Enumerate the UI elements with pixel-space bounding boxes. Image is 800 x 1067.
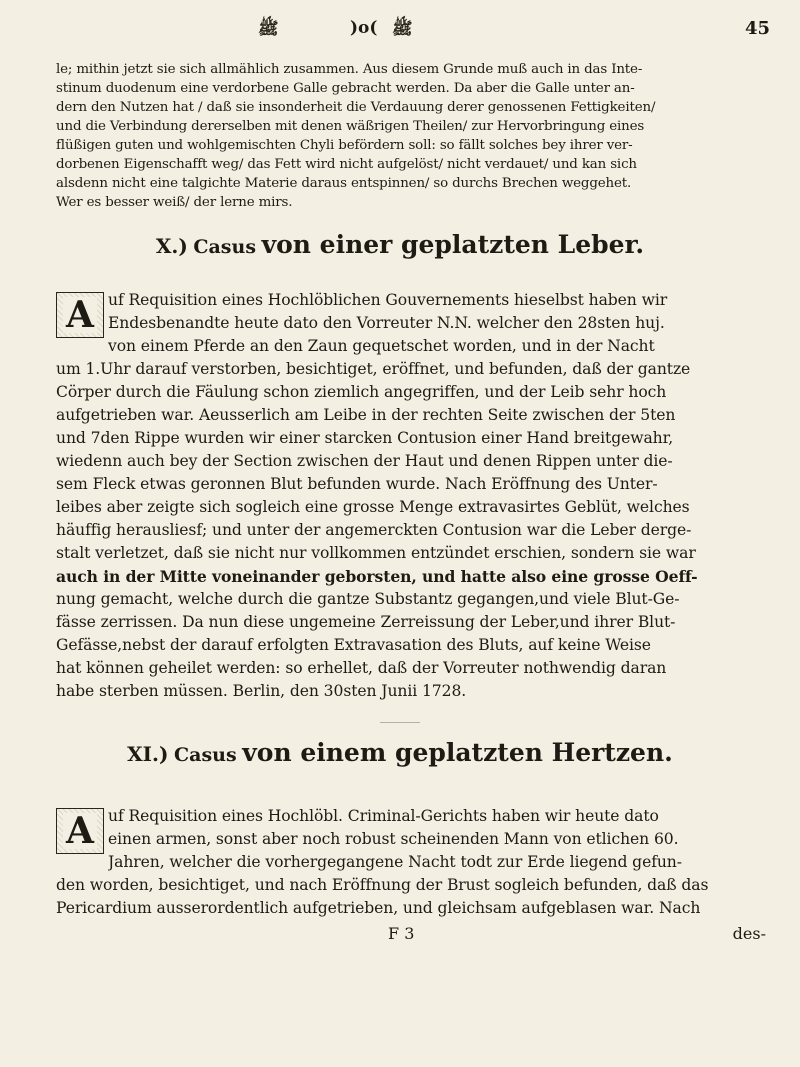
signature-mark: F 3 [388, 924, 415, 943]
running-header [0, 16, 800, 46]
section-divider [380, 722, 420, 723]
text-line: häuffig herausliesf; und unter der angemerckten Contusion war die Leber derge- [56, 521, 692, 539]
section-x-heading [0, 230, 800, 259]
section-xi-number: XI.) [127, 742, 169, 766]
text-line: von einem Pferde an den Zaun gequetschet worden, und in der Nacht [108, 337, 655, 355]
text-line: und 7den Rippe wurden wir einer starcken Contusion einer Hand breitgewahr, [56, 429, 674, 447]
text-line: Wer es besser weiß/ der lerne mirs. [56, 195, 293, 210]
catchword: des- [732, 924, 766, 943]
section-xi-casus: Casus [174, 744, 237, 766]
text-line: habe sterben müssen. Berlin, den 30sten Junii 1728. [56, 682, 467, 700]
text-line: uf Requisition eines Hochlöbl. Criminal-Gerichts haben wir heute dato [108, 807, 659, 825]
section-x-title: von einer geplatzten Leber. [261, 230, 645, 259]
text-line: einen armen, sonst aber noch robust scheinenden Mann von etlichen 60. [108, 830, 679, 848]
text-line: Cörper durch die Fäulung schon ziemlich angegriffen, und der Leib sehr hoch [56, 383, 667, 401]
section-x-number: X.) [155, 234, 188, 258]
text-line: stalt verletzet, daß sie nicht nur vollkommen entzündet erschien, sondern sie war [56, 544, 696, 562]
text-line: fässe zerrissen. Da nun diese ungemeine Zerreissung der Leber,und ihrer Blut- [56, 613, 676, 631]
text-line: flüßigen guten und wohlgemischten Chyli befördern soll: so fällt solches bey ihrer ver- [56, 138, 633, 153]
section-x-casus: Casus [193, 236, 257, 258]
section-xi-initial: A [56, 808, 104, 854]
text-line: le; mithin jetzt sie sich allmählich zusammen. Aus diesem Grunde muß auch in das Inte- [56, 62, 643, 77]
text-line: nung gemacht, welche durch die gantze Substantz gegangen,und viele Blut-Ge- [56, 590, 680, 608]
text-line: alsdenn nicht eine talgichte Materie daraus entspinnen/ so durchs Brechen weggehet. [56, 176, 632, 191]
text-line: leibes aber zeigte sich sogleich eine grosse Menge extravasirtes Geblüt, welches [56, 498, 690, 516]
text-line: um 1.Uhr darauf verstorben, besichtiget, eröffnet, und befunden, daß der gantze [56, 360, 691, 378]
text-line: hat können geheilet werden: so erhellet, daß der Vorreuter nothwendig daran [56, 659, 667, 677]
header-ornament-right: ﷺ [392, 19, 413, 39]
text-line: dern den Nutzen hat / daß sie insonderheit die Verdauung derer genossenen Fettigkeiten/ [56, 100, 656, 115]
text-line: sem Fleck etwas geronnen Blut befunden wurde. Nach Eröffnung des Unter- [56, 475, 658, 493]
text-line: Pericardium ausserordentlich aufgetrieben, und gleichsam aufgeblasen war. Nach [56, 899, 701, 917]
text-line: stinum duodenum eine verdorbene Galle gebracht werden. Da aber die Galle unter an- [56, 81, 635, 96]
text-line: Gefässe,nebst der darauf erfolgten Extravasation des Bluts, auf keine Weise [56, 636, 651, 654]
text-line: wiedenn auch bey der Section zwischen der Haut und denen Rippen unter die- [56, 452, 673, 470]
text-line: und die Verbindung dererselben mit denen wäßrigen Theilen/ zur Hervorbringung eines [56, 119, 645, 134]
header-ornament-left: ﷺ [258, 19, 279, 39]
page-number: 45 [744, 18, 770, 39]
text-line: uf Requisition eines Hochlöblichen Gouvernements hieselbst haben wir [108, 291, 668, 309]
text-line: auch in der Mitte voneinander geborsten, und hatte also eine grosse Oeff- [56, 567, 698, 586]
header-ornament-mid: )o( [350, 18, 378, 38]
text-line: Endesbenandte heute dato den Vorreuter N.N. welcher den 28sten huj. [108, 314, 665, 332]
section-xi-heading [0, 738, 800, 767]
section-x-initial: A [56, 292, 104, 338]
text-line: den worden, besichtiget, und nach Eröffnung der Brust sogleich befunden, daß das [56, 876, 709, 894]
text-line: aufgetrieben war. Aeusserlich am Leibe in der rechten Seite zwischen der 5ten [56, 406, 676, 424]
section-xi-title: von einem geplatzten Hertzen. [242, 738, 673, 767]
page-footer [0, 924, 800, 952]
text-line: Jahren, welcher die vorhergegangene Nacht todt zur Erde liegend gefun- [108, 853, 682, 871]
text-line: dorbenen Eigenschafft weg/ das Fett wird nicht aufgelöst/ nicht verdauet/ und kan sich [56, 157, 637, 172]
